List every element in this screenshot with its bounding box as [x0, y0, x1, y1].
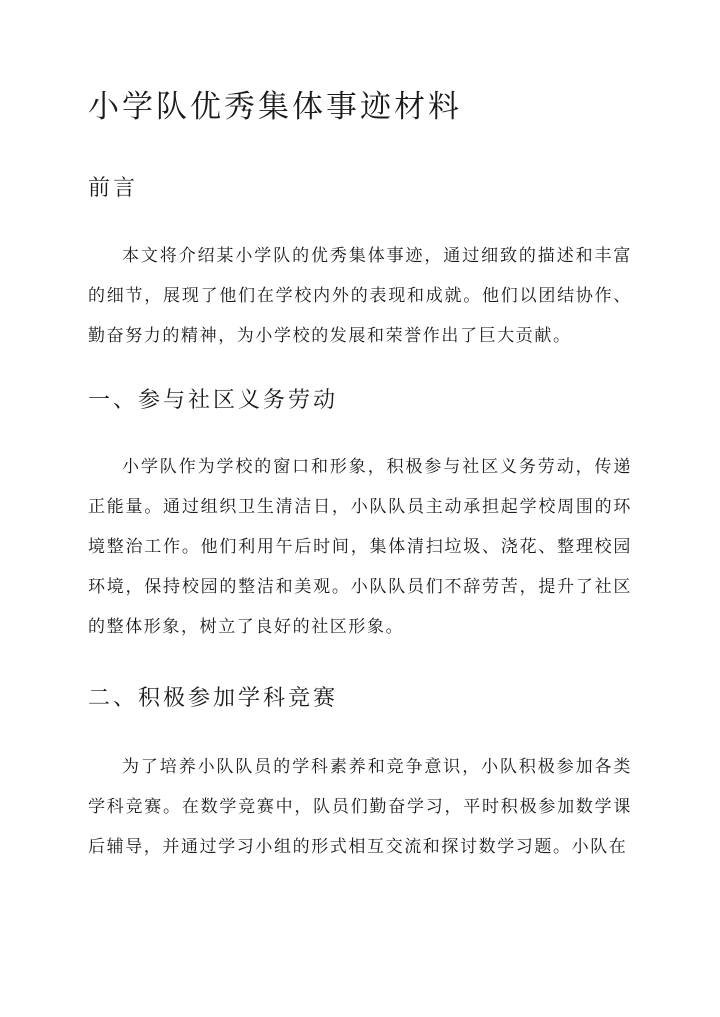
section-paragraph-preface: 本文将介绍某小学队的优秀集体事迹，通过细致的描述和丰富的细节，展现了他们在学校内外的表现和成就。他们以团结协作、勤奋努力的精神，为小学校的发展和荣誉作出了巨大贡献。: [88, 246, 632, 346]
section-paragraph-community-service: 小学队作为学校的窗口和形象，积极参与社区义务劳动，传递正能量。通过组织卫生清洁日，小队队员主动承担起学校周围的环境整治工作。他们利用午后时间，集体清扫垃圾、浇花、整理校园环境，保持校园的整洁和美观。小队队员们不辞劳苦，提升了社区的整体形象，树立了良好的社区形象。: [88, 457, 632, 637]
section-paragraph-competitions: 为了培养小队队员的学科素养和竞争意识，小队积极参加各类学科竞赛。在数学竞赛中，队员们勤奋学习，平时积极参加数学课后辅导，并通过学习小组的形式相互交流和探讨数学习题。小队在: [88, 757, 632, 857]
document-title: 小学队优秀集体事迹材料: [88, 89, 462, 125]
section-heading-community-service: 一、参与社区义务劳动: [88, 388, 339, 413]
section-heading-competitions: 二、积极参加学科竞赛: [88, 686, 339, 711]
section-heading-preface: 前言: [88, 176, 139, 201]
